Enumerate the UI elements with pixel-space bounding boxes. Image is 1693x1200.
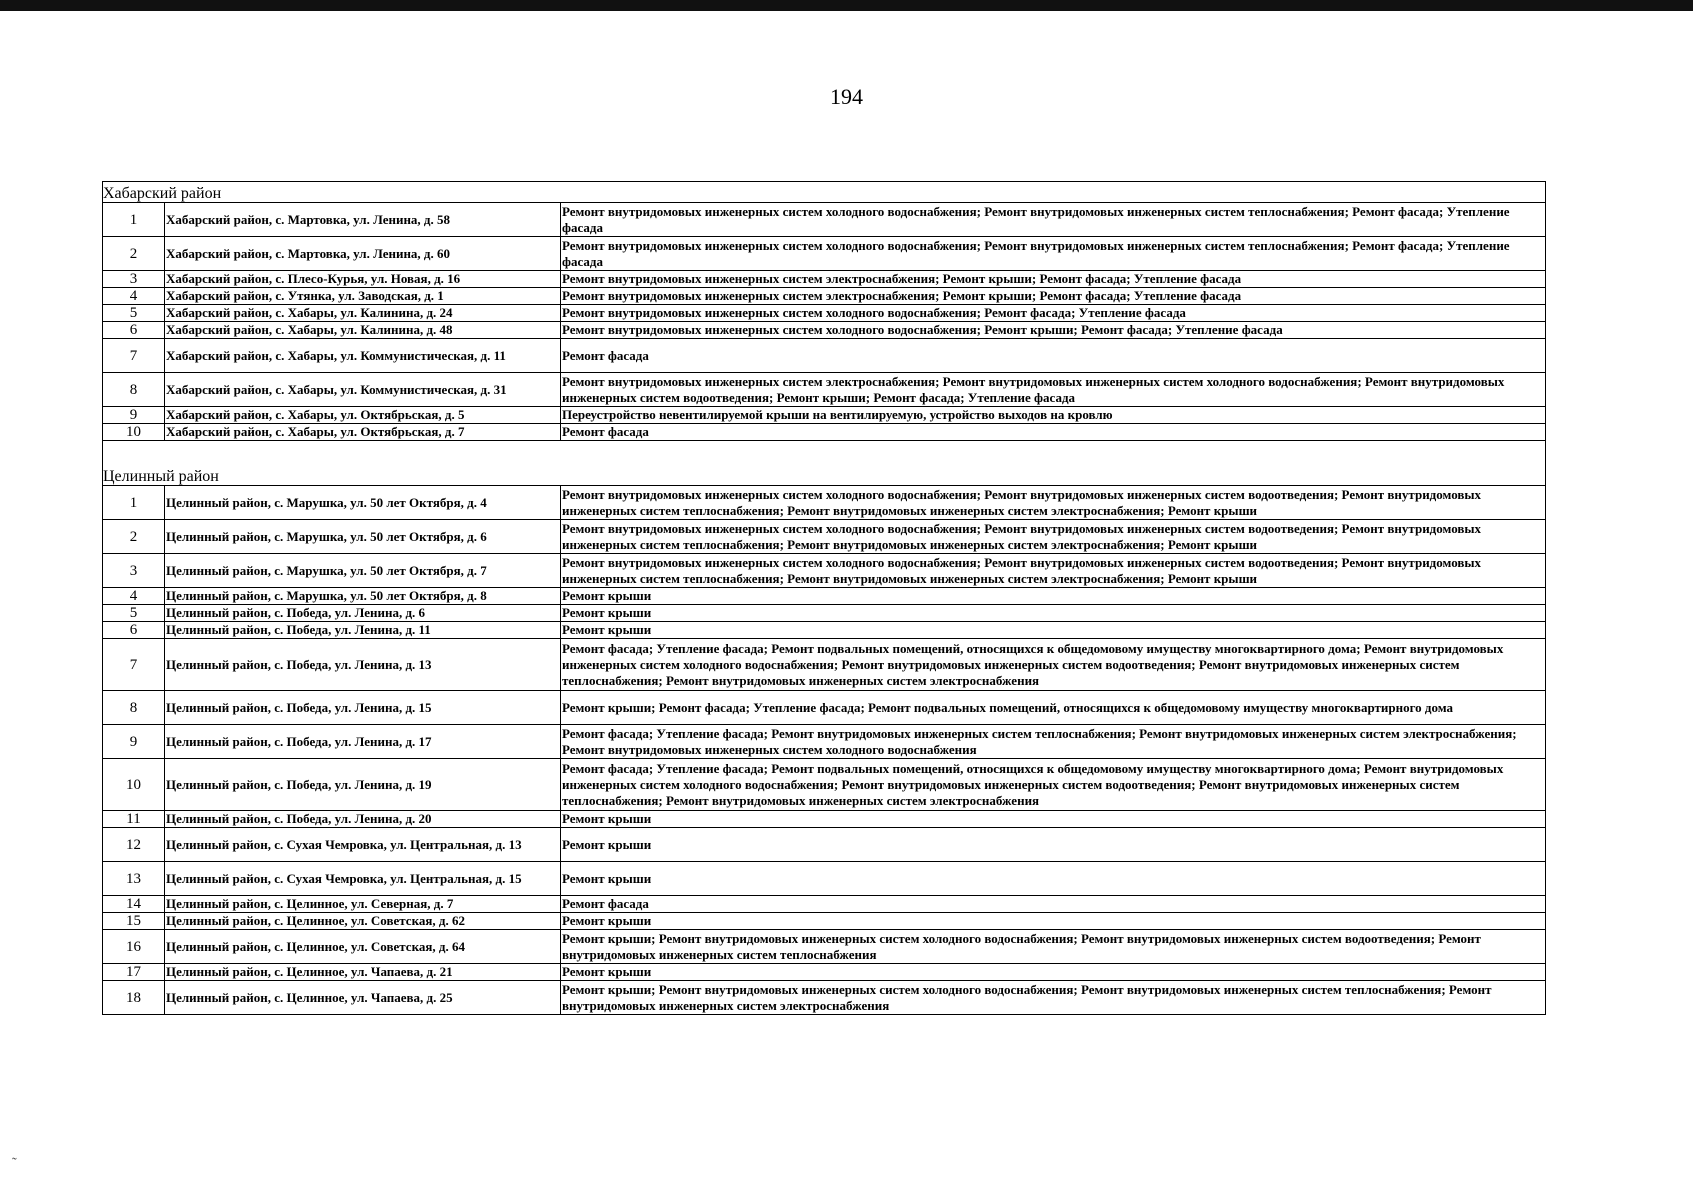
row-works: Ремонт крыши bbox=[561, 913, 1546, 930]
row-address: Целинный район, с. Целинное, ул. Чапаева, д. 25 bbox=[165, 981, 561, 1015]
table-row bbox=[103, 811, 1546, 828]
row-number: 5 bbox=[103, 605, 165, 622]
page-number: 194 bbox=[830, 84, 863, 109]
row-number: 14 bbox=[103, 896, 165, 913]
row-works: Ремонт внутридомовых инженерных систем электроснабжения; Ремонт крыши; Ремонт фасада; Утепление фасада bbox=[561, 288, 1546, 305]
section-spacer bbox=[103, 441, 1546, 466]
row-number: 15 bbox=[103, 913, 165, 930]
table-row bbox=[103, 339, 1546, 373]
row-number: 2 bbox=[103, 237, 165, 271]
row-number: 5 bbox=[103, 305, 165, 322]
row-number: 4 bbox=[103, 288, 165, 305]
table-row bbox=[103, 588, 1546, 605]
table-row bbox=[103, 691, 1546, 725]
row-address: Целинный район, с. Целинное, ул. Советская, д. 62 bbox=[165, 913, 561, 930]
table-row bbox=[103, 520, 1546, 554]
row-address: Хабарский район, с. Утянка, ул. Заводская, д. 1 bbox=[165, 288, 561, 305]
row-number: 10 bbox=[103, 759, 165, 811]
row-address: Целинный район, с. Марушка, ул. 50 лет Октября, д. 6 bbox=[165, 520, 561, 554]
row-address: Целинный район, с. Победа, ул. Ленина, д. 11 bbox=[165, 622, 561, 639]
row-number: 13 bbox=[103, 862, 165, 896]
row-works: Ремонт крыши; Ремонт внутридомовых инженерных систем холодного водоснабжения; Ремонт внутридомовых инженерных систем теплоснабжения; Ремонт внутридомовых инженерных систем электроснабжения bbox=[561, 981, 1546, 1015]
row-works: Ремонт фасада bbox=[561, 896, 1546, 913]
table-row bbox=[103, 725, 1546, 759]
table-row bbox=[103, 639, 1546, 691]
row-works: Ремонт крыши bbox=[561, 605, 1546, 622]
row-address: Хабарский район, с. Хабары, ул. Калинина, д. 48 bbox=[165, 322, 561, 339]
row-address: Целинный район, с. Победа, ул. Ленина, д. 13 bbox=[165, 639, 561, 691]
row-works: Ремонт внутридомовых инженерных систем электроснабжения; Ремонт крыши; Ремонт фасада; Утепление фасада bbox=[561, 271, 1546, 288]
table-row bbox=[103, 930, 1546, 964]
row-works: Ремонт крыши bbox=[561, 862, 1546, 896]
section-title: Хабарский район bbox=[103, 182, 1546, 203]
works-table bbox=[102, 181, 1546, 1015]
table-row bbox=[103, 407, 1546, 424]
row-works: Ремонт фасада; Утепление фасада; Ремонт подвальных помещений, относящихся к общедомовому имуществу многоквартирного дома; Ремонт внутридомовых инженерных систем холодного водоснабжения; Ремонт внутридомовых инженерных систем водоотведения; Ремонт внутридомовых инженерных систем теплоснабжения; Ремонт внутридомовых инженерных систем электроснабжения bbox=[561, 759, 1546, 811]
table-row bbox=[103, 913, 1546, 930]
row-number: 6 bbox=[103, 622, 165, 639]
table-row bbox=[103, 862, 1546, 896]
row-number: 3 bbox=[103, 271, 165, 288]
section-header-row bbox=[103, 465, 1546, 486]
row-number: 4 bbox=[103, 588, 165, 605]
row-works: Ремонт крыши bbox=[561, 622, 1546, 639]
row-works: Ремонт фасада bbox=[561, 424, 1546, 441]
row-address: Целинный район, с. Целинное, ул. Северная, д. 7 bbox=[165, 896, 561, 913]
row-number: 11 bbox=[103, 811, 165, 828]
scan-top-edge bbox=[0, 0, 1693, 11]
row-address: Целинный район, с. Марушка, ул. 50 лет Октября, д. 7 bbox=[165, 554, 561, 588]
table-row bbox=[103, 981, 1546, 1015]
row-works: Ремонт крыши bbox=[561, 828, 1546, 862]
row-works: Ремонт внутридомовых инженерных систем холодного водоснабжения; Ремонт фасада; Утепление фасада bbox=[561, 305, 1546, 322]
row-works: Ремонт внутридомовых инженерных систем холодного водоснабжения; Ремонт внутридомовых инженерных систем теплоснабжения; Ремонт фасада; Утепление фасада bbox=[561, 237, 1546, 271]
works-table-body bbox=[103, 182, 1546, 1015]
row-works: Ремонт фасада; Утепление фасада; Ремонт внутридомовых инженерных систем теплоснабжения; Ремонт внутридомовых инженерных систем электроснабжения; Ремонт внутридомовых инженерных систем холодного водоснабжения bbox=[561, 725, 1546, 759]
row-address: Целинный район, с. Победа, ул. Ленина, д. 6 bbox=[165, 605, 561, 622]
table-row bbox=[103, 373, 1546, 407]
row-number: 12 bbox=[103, 828, 165, 862]
table-row bbox=[103, 622, 1546, 639]
row-works: Ремонт крыши bbox=[561, 964, 1546, 981]
row-works: Ремонт крыши; Ремонт фасада; Утепление фасада; Ремонт подвальных помещений, относящихся к общедомовому имуществу многоквартирного дома bbox=[561, 691, 1546, 725]
row-address: Целинный район, с. Сухая Чемровка, ул. Центральная, д. 13 bbox=[165, 828, 561, 862]
row-number: 17 bbox=[103, 964, 165, 981]
row-works: Ремонт внутридомовых инженерных систем холодного водоснабжения; Ремонт внутридомовых инженерных систем теплоснабжения; Ремонт фасада; Утепление фасада bbox=[561, 203, 1546, 237]
row-address: Целинный район, с. Целинное, ул. Чапаева, д. 21 bbox=[165, 964, 561, 981]
row-address: Хабарский район, с. Хабары, ул. Октябрьская, д. 7 bbox=[165, 424, 561, 441]
table-row bbox=[103, 828, 1546, 862]
table-row bbox=[103, 322, 1546, 339]
row-address: Целинный район, с. Марушка, ул. 50 лет Октября, д. 4 bbox=[165, 486, 561, 520]
row-works: Ремонт крыши; Ремонт внутридомовых инженерных систем холодного водоснабжения; Ремонт внутридомовых инженерных систем водоотведения; Ремонт внутридомовых инженерных систем теплоснабжения bbox=[561, 930, 1546, 964]
row-works: Ремонт внутридомовых инженерных систем электроснабжения; Ремонт внутридомовых инженерных систем холодного водоснабжения; Ремонт внутридомовых инженерных систем водоотведения; Ремонт крыши; Ремонт фасада; Утепление фасада bbox=[561, 373, 1546, 407]
row-address: Целинный район, с. Победа, ул. Ленина, д. 17 bbox=[165, 725, 561, 759]
row-address: Хабарский район, с. Хабары, ул. Октябрьская, д. 5 bbox=[165, 407, 561, 424]
table-row bbox=[103, 896, 1546, 913]
row-address: Хабарский район, с. Хабары, ул. Коммунистическая, д. 11 bbox=[165, 339, 561, 373]
row-works: Ремонт внутридомовых инженерных систем холодного водоснабжения; Ремонт внутридомовых инженерных систем водоотведения; Ремонт внутридомовых инженерных систем теплоснабжения; Ремонт внутридомовых инженерных систем электроснабжения; Ремонт крыши bbox=[561, 520, 1546, 554]
table-row bbox=[103, 203, 1546, 237]
row-address: Целинный район, с. Победа, ул. Ленина, д. 15 bbox=[165, 691, 561, 725]
row-number: 10 bbox=[103, 424, 165, 441]
table-row bbox=[103, 237, 1546, 271]
row-address: Хабарский район, с. Плесо-Курья, ул. Новая, д. 16 bbox=[165, 271, 561, 288]
row-number: 18 bbox=[103, 981, 165, 1015]
table-row bbox=[103, 605, 1546, 622]
table-row bbox=[103, 486, 1546, 520]
table-row bbox=[103, 288, 1546, 305]
row-number: 3 bbox=[103, 554, 165, 588]
row-number: 9 bbox=[103, 725, 165, 759]
table-row bbox=[103, 305, 1546, 322]
row-number: 7 bbox=[103, 339, 165, 373]
row-number: 9 bbox=[103, 407, 165, 424]
row-number: 1 bbox=[103, 203, 165, 237]
row-works: Ремонт крыши bbox=[561, 588, 1546, 605]
row-number: 7 bbox=[103, 639, 165, 691]
row-works: Ремонт крыши bbox=[561, 811, 1546, 828]
row-address: Целинный район, с. Победа, ул. Ленина, д. 20 bbox=[165, 811, 561, 828]
row-address: Хабарский район, с. Хабары, ул. Коммунистическая, д. 31 bbox=[165, 373, 561, 407]
table-row bbox=[103, 424, 1546, 441]
row-address: Целинный район, с. Сухая Чемровка, ул. Центральная, д. 15 bbox=[165, 862, 561, 896]
table-row bbox=[103, 271, 1546, 288]
table-row bbox=[103, 554, 1546, 588]
row-address: Целинный район, с. Победа, ул. Ленина, д. 19 bbox=[165, 759, 561, 811]
row-address: Целинный район, с. Марушка, ул. 50 лет Октября, д. 8 bbox=[165, 588, 561, 605]
row-number: 2 bbox=[103, 520, 165, 554]
row-works: Ремонт фасада; Утепление фасада; Ремонт подвальных помещений, относящихся к общедомовому имуществу многоквартирного дома; Ремонт внутридомовых инженерных систем холодного водоснабжения; Ремонт внутридомовых инженерных систем водоотведения; Ремонт внутридомовых инженерных систем теплоснабжения; Ремонт внутридомовых инженерных систем электроснабжения bbox=[561, 639, 1546, 691]
row-works: Ремонт фасада bbox=[561, 339, 1546, 373]
row-address: Хабарский район, с. Мартовка, ул. Ленина, д. 60 bbox=[165, 237, 561, 271]
row-works: Ремонт внутридомовых инженерных систем холодного водоснабжения; Ремонт внутридомовых инженерных систем водоотведения; Ремонт внутридомовых инженерных систем теплоснабжения; Ремонт внутридомовых инженерных систем электроснабжения; Ремонт крыши bbox=[561, 554, 1546, 588]
table-row bbox=[103, 964, 1546, 981]
works-table-container bbox=[102, 181, 1546, 1015]
section-title: Целинный район bbox=[103, 465, 1546, 486]
table-row bbox=[103, 759, 1546, 811]
row-number: 8 bbox=[103, 691, 165, 725]
row-address: Хабарский район, с. Хабары, ул. Калинина, д. 24 bbox=[165, 305, 561, 322]
section-header-row bbox=[103, 182, 1546, 203]
row-works: Переустройство невентилируемой крыши на вентилируемую, устройство выходов на кровлю bbox=[561, 407, 1546, 424]
row-works: Ремонт внутридомовых инженерных систем холодного водоснабжения; Ремонт внутридомовых инженерных систем водоотведения; Ремонт внутридомовых инженерных систем теплоснабжения; Ремонт внутридомовых инженерных систем электроснабжения; Ремонт крыши bbox=[561, 486, 1546, 520]
row-works: Ремонт внутридомовых инженерных систем холодного водоснабжения; Ремонт крыши; Ремонт фасада; Утепление фасада bbox=[561, 322, 1546, 339]
row-address: Целинный район, с. Целинное, ул. Советская, д. 64 bbox=[165, 930, 561, 964]
row-number: 8 bbox=[103, 373, 165, 407]
row-address: Хабарский район, с. Мартовка, ул. Ленина, д. 58 bbox=[165, 203, 561, 237]
row-number: 16 bbox=[103, 930, 165, 964]
row-number: 1 bbox=[103, 486, 165, 520]
scan-margin-mark: ˜ bbox=[12, 1156, 17, 1171]
row-number: 6 bbox=[103, 322, 165, 339]
